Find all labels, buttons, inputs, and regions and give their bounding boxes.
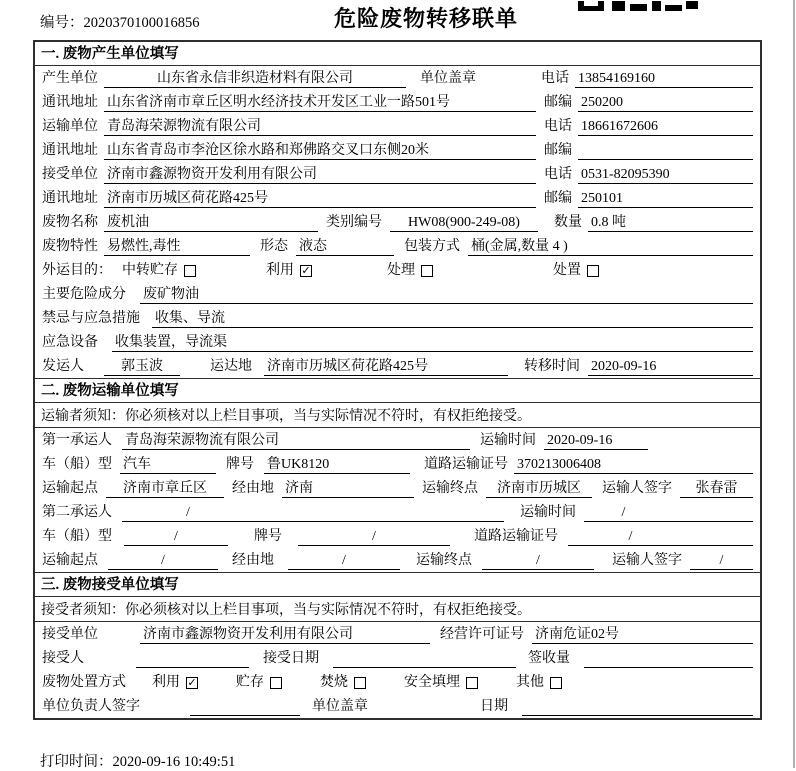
purpose-row bbox=[35, 258, 760, 282]
section-transporter bbox=[35, 378, 760, 572]
dispatch-row bbox=[35, 354, 760, 378]
accept-person-label: 接受人 bbox=[42, 651, 84, 666]
taboo-row bbox=[35, 306, 760, 330]
route1-sign-value: 张春雷 bbox=[680, 480, 753, 498]
waste-form-value: 液态 bbox=[296, 238, 394, 256]
accept-date-value bbox=[333, 650, 516, 668]
carrier1-label: 第一承运人 bbox=[42, 433, 112, 448]
route1-via-value: 济南 bbox=[282, 480, 414, 498]
producer-phone-value: 13854169160 bbox=[575, 70, 753, 88]
disposal-option-use-label: 利用 bbox=[152, 675, 180, 690]
waste-name-row bbox=[35, 210, 760, 234]
purpose-option-transfer-storage-label: 中转贮存 bbox=[122, 263, 178, 278]
serial-number-line bbox=[40, 11, 200, 32]
disposal-option-other-label: 其他 bbox=[516, 675, 544, 690]
packing-label: 包装方式 bbox=[404, 239, 460, 254]
disposal-row bbox=[35, 670, 760, 694]
destination-value: 济南市历城区荷花路425号 bbox=[264, 358, 508, 376]
route1-via-label: 经由地 bbox=[232, 481, 274, 496]
carrier1-time-value: 2020-09-16 bbox=[544, 432, 648, 450]
route2-via-label: 经由地 bbox=[232, 553, 274, 568]
equipment-row bbox=[35, 330, 760, 354]
section-transporter-title: 二. 废物运输单位填写 bbox=[35, 379, 760, 403]
transporter-notice: 运输者须知：你必须核对以上栏目事项，当与实际情况不符时，有权拒绝接受。 bbox=[35, 403, 760, 428]
dispatcher-label: 发运人 bbox=[42, 359, 84, 374]
receiver-notice: 接受者须知：你必须核对以上栏目事项，当与实际情况不符时，有权拒绝接受。 bbox=[35, 597, 760, 622]
vehicle1-permit-value: 370213006408 bbox=[514, 456, 753, 474]
transporter-addr-row bbox=[35, 138, 760, 162]
receiver-value: 济南市鑫源物资开发利用有限公司 bbox=[104, 166, 536, 184]
disposal-option-landfill bbox=[404, 674, 478, 692]
route1-start-label: 运输起点 bbox=[42, 481, 98, 496]
license-value: 济南危证02号 bbox=[532, 626, 753, 644]
section-producer-title: 一. 废物产生单位填写 bbox=[35, 42, 760, 66]
purpose-option-use-label: 利用 bbox=[266, 263, 294, 278]
checkbox-transfer-storage bbox=[184, 265, 196, 277]
transporter-addr-label: 通讯地址 bbox=[42, 143, 98, 158]
route2-end-value: / bbox=[482, 552, 594, 570]
transporter-phone-value: 18661672606 bbox=[578, 118, 753, 136]
waste-code-label: 类别编号 bbox=[326, 215, 382, 230]
receive-unit-label: 接受单位 bbox=[42, 627, 98, 642]
checkbox-disposal-other bbox=[550, 677, 562, 689]
transporter-row bbox=[35, 114, 760, 138]
purpose-option-use bbox=[266, 262, 312, 280]
responsible-sign-row bbox=[35, 694, 760, 718]
route1-end-label: 运输终点 bbox=[422, 481, 478, 496]
hazard-value: 废矿物油 bbox=[140, 286, 753, 304]
route2-start-value: / bbox=[108, 552, 218, 570]
unit-stamp-label: 单位盖章 bbox=[312, 699, 368, 714]
equipment-value: 收集装置，导流渠 bbox=[112, 334, 753, 352]
vehicle1-permit-label: 道路运输证号 bbox=[424, 457, 508, 472]
vehicle2-permit-label: 道路运输证号 bbox=[474, 529, 558, 544]
checkbox-disposal-use: ✓ bbox=[187, 677, 197, 689]
receiver-phone-value: 0531-82095390 bbox=[578, 166, 753, 184]
transporter-label: 运输单位 bbox=[42, 119, 98, 134]
checkbox-dispose bbox=[587, 265, 599, 277]
disposal-option-landfill-label: 安全填埋 bbox=[404, 675, 460, 690]
vehicle2-type-value: / bbox=[124, 528, 228, 546]
purpose-option-treat-label: 处理 bbox=[387, 263, 415, 278]
route1-start-value: 济南市章丘区 bbox=[106, 480, 224, 498]
serial-label: 编号： bbox=[40, 15, 84, 31]
transporter-addr-value: 山东省青岛市李沧区徐水路和郑佛路交叉口东侧20米 bbox=[104, 142, 536, 160]
transfer-time-value: 2020-09-16 bbox=[588, 358, 753, 376]
disposal-label: 废物处置方式 bbox=[42, 675, 126, 690]
carrier1-time-label: 运输时间 bbox=[480, 433, 536, 448]
waste-character-label: 废物特性 bbox=[42, 239, 98, 254]
transporter-value: 青岛海荣源物流有限公司 bbox=[104, 118, 536, 136]
producer-addr-label: 通讯地址 bbox=[42, 95, 98, 110]
route2-start-label: 运输起点 bbox=[42, 553, 98, 568]
hazard-row bbox=[35, 282, 760, 306]
producer-value: 山东省永信非织造材料有限公司 bbox=[104, 70, 406, 88]
transporter-phone-label: 电话 bbox=[544, 119, 572, 134]
vehicle1-type-label: 车（船）型 bbox=[42, 457, 112, 472]
route2-row bbox=[35, 548, 760, 572]
responsible-sign-label: 单位负责人签字 bbox=[42, 699, 140, 714]
destination-label: 运达地 bbox=[210, 359, 252, 374]
checkbox-disposal-storage bbox=[270, 677, 282, 689]
carrier2-time-value: / bbox=[584, 504, 753, 522]
print-time-value: 2020-09-16 10:49:51 bbox=[112, 754, 236, 770]
producer-zip-value: 250200 bbox=[578, 94, 753, 112]
taboo-value: 收集、导流 bbox=[152, 310, 753, 328]
transfer-time-label: 转移时间 bbox=[524, 359, 580, 374]
qr-code-icon bbox=[578, 0, 706, 16]
purpose-option-dispose-label: 处置 bbox=[553, 263, 581, 278]
route1-end-value: 济南市历城区 bbox=[486, 480, 592, 498]
purpose-option-treat bbox=[387, 262, 433, 280]
carrier1-value: 青岛海荣源物流有限公司 bbox=[122, 432, 470, 450]
vehicle1-plate-label: 牌号 bbox=[226, 457, 254, 472]
route2-end-label: 运输终点 bbox=[416, 553, 472, 568]
receiver-row bbox=[35, 162, 760, 186]
receiver-addr-row bbox=[35, 186, 760, 210]
sign-qty-value bbox=[584, 650, 753, 668]
disposal-option-other bbox=[516, 674, 562, 692]
waste-name-label: 废物名称 bbox=[42, 215, 98, 230]
packing-value: 桶(金属,数量 4 ) bbox=[468, 238, 753, 256]
receive-unit-row bbox=[35, 622, 760, 646]
vehicle2-type-label: 车（船）型 bbox=[42, 529, 112, 544]
vehicle1-row bbox=[35, 452, 760, 476]
checkbox-treat bbox=[421, 265, 433, 277]
section-receiver-title: 三. 废物接受单位填写 bbox=[35, 573, 760, 597]
receiver-label: 接受单位 bbox=[42, 167, 98, 182]
route2-sign-value: / bbox=[690, 552, 753, 570]
vehicle2-row bbox=[35, 524, 760, 548]
receiver-addr-value: 济南市历城区荷花路425号 bbox=[104, 190, 536, 208]
receiver-zip-value: 250101 bbox=[578, 190, 753, 208]
taboo-label: 禁忌与应急措施 bbox=[42, 311, 140, 326]
sign-date-label: 日期 bbox=[480, 699, 508, 714]
producer-label: 产生单位 bbox=[42, 71, 98, 86]
waste-character-value: 易燃性,毒性 bbox=[104, 238, 250, 256]
accept-row bbox=[35, 646, 760, 670]
serial-value: 2020370100016856 bbox=[83, 15, 200, 31]
waste-qty-value: 0.8 吨 bbox=[588, 214, 753, 232]
disposal-option-storage-label: 贮存 bbox=[236, 675, 264, 690]
disposal-option-use bbox=[152, 674, 198, 692]
producer-stamp-label: 单位盖章 bbox=[420, 71, 476, 86]
dispatcher-value: 郭玉波 bbox=[104, 358, 180, 376]
license-label: 经营许可证号 bbox=[440, 627, 524, 642]
equipment-label: 应急设备 bbox=[42, 335, 98, 350]
producer-addr-row bbox=[35, 90, 760, 114]
carrier2-value: / bbox=[122, 504, 504, 522]
carrier2-label: 第二承运人 bbox=[42, 505, 112, 520]
responsible-sign-value bbox=[190, 698, 300, 716]
route1-sign-label: 运输人签字 bbox=[602, 481, 672, 496]
route1-row bbox=[35, 476, 760, 500]
accept-date-label: 接受日期 bbox=[263, 651, 319, 666]
carrier2-row bbox=[35, 500, 760, 524]
waste-name-value: 废机油 bbox=[104, 214, 318, 232]
vehicle2-permit-value: / bbox=[568, 528, 753, 546]
page-right-edge bbox=[793, 0, 795, 768]
receiver-addr-label: 通讯地址 bbox=[42, 191, 98, 206]
vehicle1-type-value: 汽车 bbox=[120, 456, 216, 474]
vehicle1-plate-value: 鲁UK8120 bbox=[264, 456, 410, 474]
producer-addr-value: 山东省济南市章丘区明水经济技术开发区工业一路501号 bbox=[104, 94, 536, 112]
transporter-zip-value bbox=[578, 142, 753, 160]
purpose-label: 外运目的： bbox=[42, 263, 112, 278]
section-producer bbox=[35, 42, 760, 378]
carrier2-time-label: 运输时间 bbox=[520, 505, 576, 520]
manifest-form bbox=[33, 40, 762, 720]
checkbox-use: ✓ bbox=[301, 265, 311, 277]
waste-qty-label: 数量 bbox=[554, 215, 582, 230]
waste-character-row bbox=[35, 234, 760, 258]
section-receiver bbox=[35, 572, 760, 718]
sign-date-value bbox=[522, 698, 753, 716]
accept-person-value bbox=[136, 650, 249, 668]
route2-via-value: / bbox=[288, 552, 400, 570]
vehicle2-plate-value: / bbox=[298, 528, 450, 546]
page-title: 危险废物转移联单 bbox=[334, 6, 519, 31]
disposal-option-incinerate-label: 焚烧 bbox=[320, 675, 348, 690]
receiver-phone-label: 电话 bbox=[544, 167, 572, 182]
disposal-option-storage bbox=[236, 674, 282, 692]
route2-sign-label: 运输人签字 bbox=[612, 553, 682, 568]
waste-form-label: 形态 bbox=[260, 239, 288, 254]
purpose-option-dispose bbox=[553, 262, 599, 280]
receiver-zip-label: 邮编 bbox=[544, 191, 572, 206]
checkbox-disposal-landfill bbox=[466, 677, 478, 689]
vehicle2-plate-label: 牌号 bbox=[254, 529, 282, 544]
waste-code-value: HW08(900-249-08) bbox=[390, 214, 538, 232]
producer-row bbox=[35, 66, 760, 90]
purpose-option-transfer-storage bbox=[122, 262, 196, 280]
transporter-zip-label: 邮编 bbox=[544, 143, 572, 158]
print-time-label: 打印时间： bbox=[40, 754, 113, 770]
checkbox-disposal-incinerate bbox=[354, 677, 366, 689]
carrier1-row bbox=[35, 428, 760, 452]
disposal-option-incinerate bbox=[320, 674, 366, 692]
sign-qty-label: 签收量 bbox=[528, 651, 570, 666]
hazard-label: 主要危险成分 bbox=[42, 287, 126, 302]
producer-phone-label: 电话 bbox=[541, 71, 569, 86]
receive-unit-value: 济南市鑫源物资开发利用有限公司 bbox=[140, 626, 430, 644]
producer-zip-label: 邮编 bbox=[544, 95, 572, 110]
